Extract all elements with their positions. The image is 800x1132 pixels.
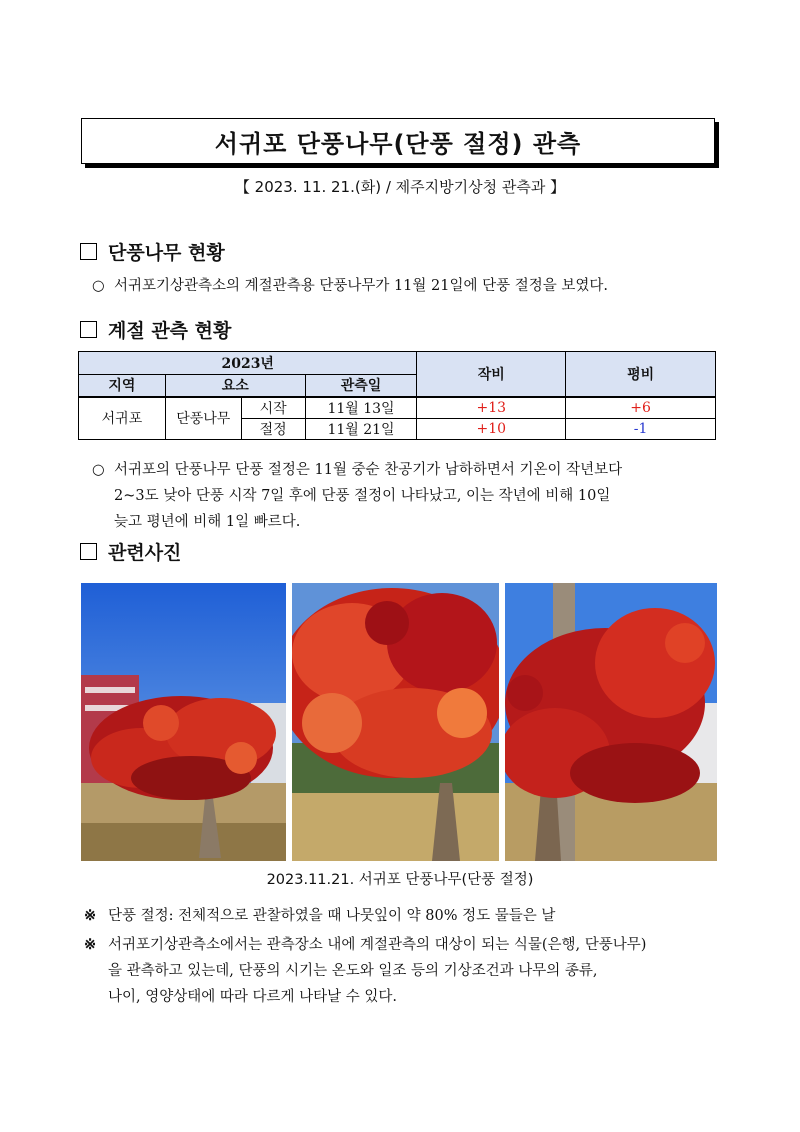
table-cell-region: 서귀포 <box>79 397 166 440</box>
circle-bullet-icon: ○ <box>92 462 105 478</box>
table-cell-date: 11월 21일 <box>305 418 417 439</box>
table-header-vs-normal: 평비 <box>566 352 716 397</box>
section-heading-text: 계절 관측 현황 <box>108 320 232 342</box>
checkbox-square-icon <box>80 243 97 260</box>
table-year-header: 2023년 <box>79 352 417 375</box>
reference-mark-icon: ※ <box>84 907 97 924</box>
page-title: 서귀포 단풍나무(단풍 절정) 관측 <box>214 129 582 158</box>
table-cell-vs-last: +13 <box>417 397 566 419</box>
section-heading-status <box>80 238 225 265</box>
checkbox-square-icon <box>80 543 97 560</box>
table-cell-stage: 시작 <box>241 397 305 419</box>
table-header-date: 관측일 <box>305 375 417 397</box>
maple-photo-2 <box>292 583 499 861</box>
table-cell-date: 11월 13일 <box>305 397 417 419</box>
table-cell-element: 단풍나무 <box>165 397 241 440</box>
note-definition <box>84 903 734 929</box>
checkbox-square-icon <box>80 321 97 338</box>
photo-caption: 2023.11.21. 서귀포 단풍나무(단풍 절정) <box>266 872 534 888</box>
status-paragraph <box>92 273 732 299</box>
section-heading-text: 단풍나무 현황 <box>108 242 225 264</box>
note-text: 단풍 절정: 전체적으로 관찰하였을 때 나뭇잎이 약 80% 정도 물들은 날 <box>108 908 556 924</box>
table-header-vs-last: 작비 <box>417 352 566 397</box>
table-header-element: 요소 <box>165 375 305 397</box>
table-row <box>79 397 716 419</box>
table-cell-vs-last: +10 <box>417 418 566 439</box>
observation-text-line: 서귀포의 단풍나무 단풍 절정은 11월 중순 찬공기가 남하하면서 기온이 작년보다 <box>114 462 623 478</box>
note-text-line: 나이, 영양상태에 따라 다르게 나타날 수 있다. <box>108 989 397 1005</box>
subtitle: 【 2023. 11. 21.(화) / 제주지방기상청 관측과 】 <box>234 178 566 196</box>
table-header-region: 지역 <box>79 375 166 397</box>
status-text: 서귀포기상관측소의 계절관측용 단풍나무가 11월 21일에 단풍 절정을 보였다. <box>114 278 608 294</box>
observation-paragraph <box>92 457 732 535</box>
note-text-line: 서귀포기상관측소에서는 관측장소 내에 계절관측의 대상이 되는 식물(은행, 단풍나무) <box>108 937 647 953</box>
maple-photo-1 <box>81 583 286 861</box>
note-observation <box>84 932 734 1010</box>
reference-mark-icon: ※ <box>84 936 97 953</box>
maple-photo-3 <box>505 583 717 861</box>
table-cell-stage: 절정 <box>241 418 305 439</box>
section-heading-photos <box>80 538 181 565</box>
observation-table <box>78 351 716 440</box>
note-text-line: 을 관측하고 있는데, 단풍의 시기는 온도와 일조 등의 기상조건과 나무의 종류, <box>108 963 598 979</box>
observation-text-line: 2~3도 낮아 단풍 시작 7일 후에 단풍 절정이 나타났고, 이는 작년에 비해 10일 <box>114 488 611 504</box>
section-heading-observation <box>80 316 231 343</box>
table-cell-vs-normal: +6 <box>566 397 716 419</box>
circle-bullet-icon: ○ <box>92 278 105 294</box>
title-box <box>81 118 715 164</box>
table-cell-vs-normal: -1 <box>566 418 716 439</box>
section-heading-text: 관련사진 <box>108 542 182 564</box>
observation-text-line: 늦고 평년에 비해 1일 빠르다. <box>114 514 301 530</box>
